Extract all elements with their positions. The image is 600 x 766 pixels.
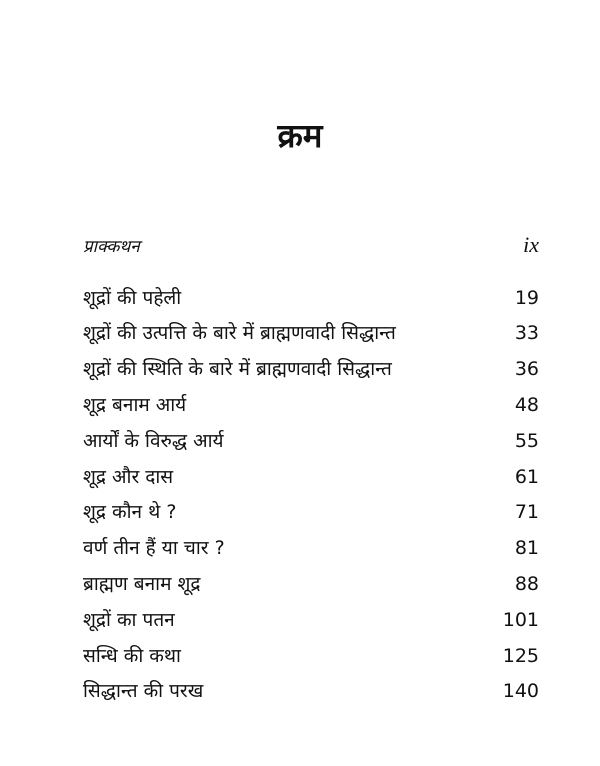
toc-entry [83,391,539,417]
toc-entry-page: 61 [514,466,539,488]
toc-entry-label: सिद्धान्त की परख [83,680,204,702]
toc-entry-page: 125 [502,645,539,667]
toc-entry-page: 81 [514,537,539,559]
toc-entry-label: प्राक्कथन [83,237,140,257]
toc-entry-page: 101 [502,609,539,631]
toc-entry-page: 88 [514,573,539,595]
toc-entry [83,355,539,381]
toc-entry-label: शूद्रों की पहेली [83,287,182,309]
toc-entry-label: ब्राह्मण बनाम शूद्र [83,573,201,595]
toc-entry [83,427,539,453]
toc-entry [83,319,539,345]
toc-entry-page: ix [523,232,539,257]
toc-entry [83,570,539,596]
toc-entry-page: 19 [514,287,539,309]
toc-entry-label: शूद्रों की स्थिति के बारे में ब्राह्मणवादी सिद्धान्त [83,358,392,380]
toc-entry-page: 140 [502,680,539,702]
page-title: क्रम [277,116,323,155]
toc-entry-label: आर्यों के विरुद्ध आर्य [83,430,224,452]
toc-entry-preface [83,232,539,258]
toc-entry-label: शूद्र बनाम आर्य [83,394,187,416]
toc-entry-label: शूद्र कौन थे ? [83,501,177,523]
toc-entry [83,498,539,524]
toc-entry-page: 48 [514,394,539,416]
toc-entry-label: शूद्रों की उत्पत्ति के बारे में ब्राह्मणवादी सिद्धान्त [83,322,396,344]
toc-entry-label: शूद्रों का पतन [83,609,175,631]
toc-entry-page: 36 [514,358,539,380]
toc-entry-label: वर्ण तीन हैं या चार ? [83,537,225,559]
toc-entry [83,284,539,310]
toc-entry-label: शूद्र और दास [83,466,174,488]
toc-entry-page: 71 [514,501,539,523]
toc-entry [83,642,539,668]
toc-entry [83,677,539,703]
toc-entry [83,463,539,489]
toc-entry-label: सन्धि की कथा [83,645,181,667]
toc-entry-page: 33 [514,322,539,344]
toc-entry-page: 55 [514,430,539,452]
toc-entry [83,606,539,632]
toc-entry [83,534,539,560]
